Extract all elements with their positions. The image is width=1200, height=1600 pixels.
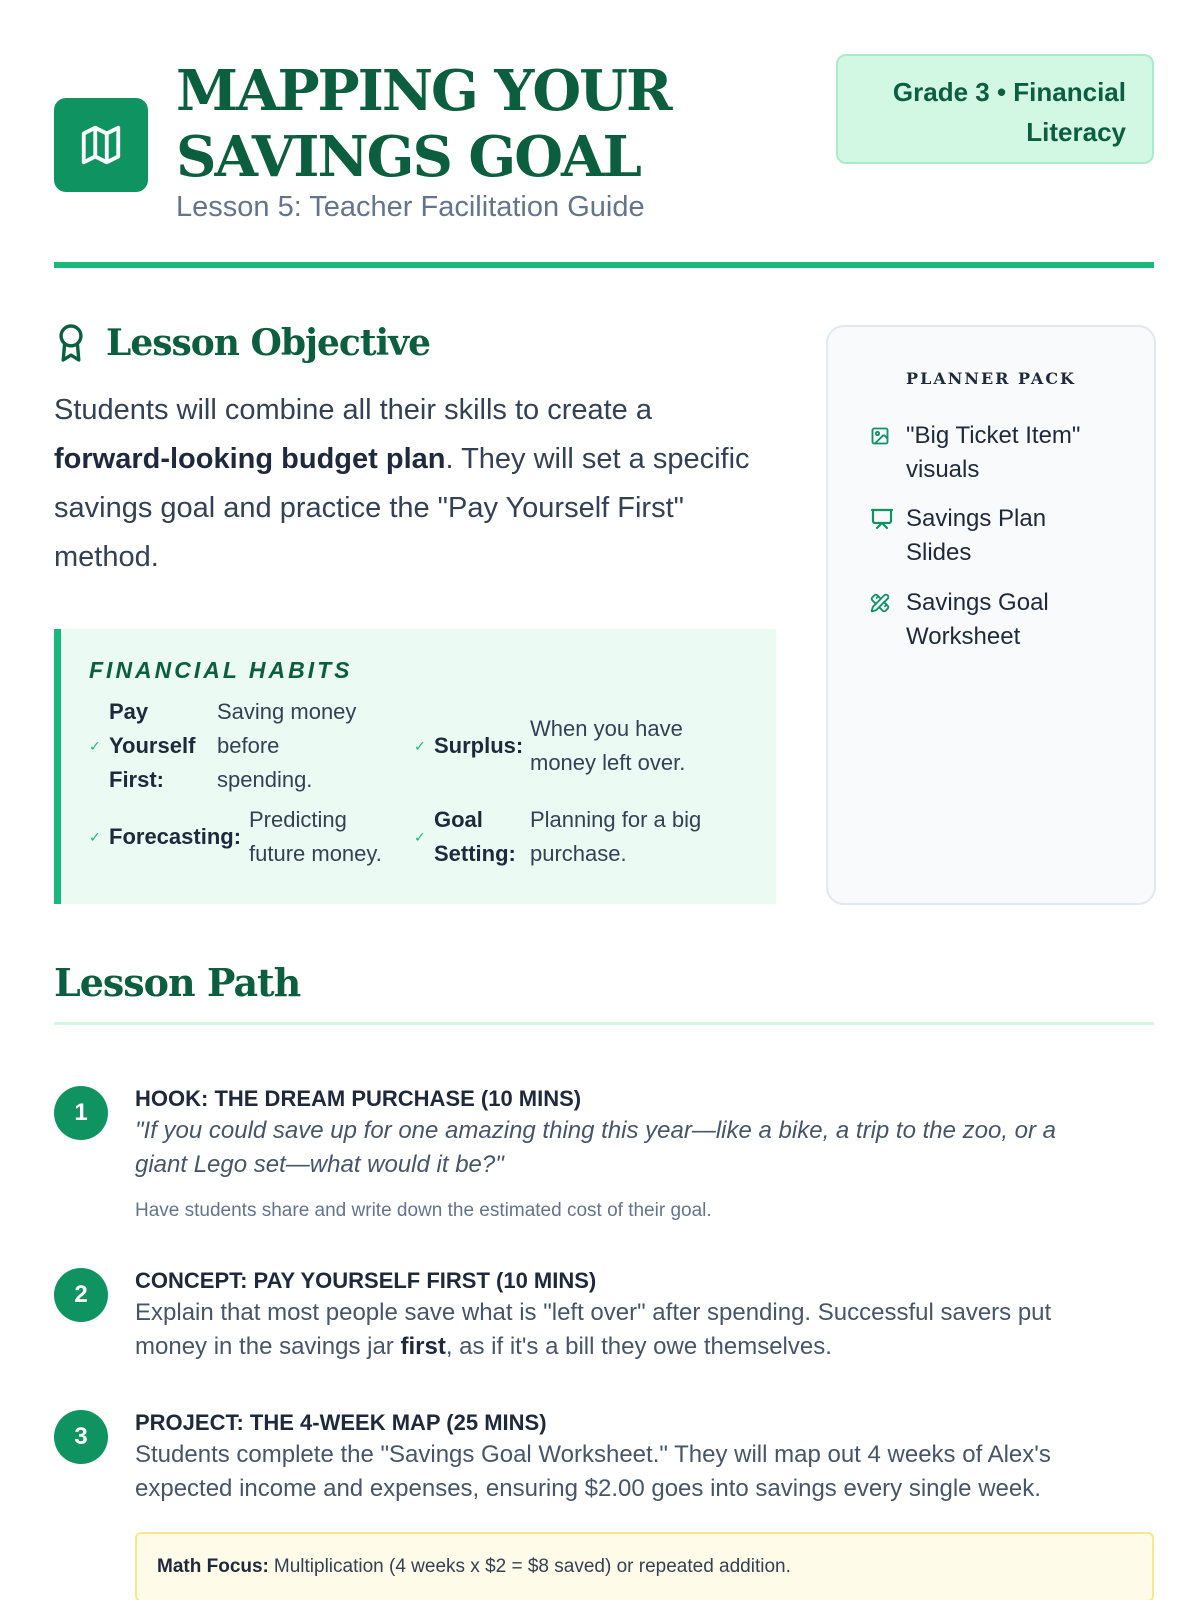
step-text-start: money in the savings jar bbox=[135, 1333, 401, 1360]
habits-title: FINANCIAL HABITS bbox=[89, 657, 353, 683]
planner-item-line: "Big Ticket Item" bbox=[906, 422, 1081, 449]
grade-badge bbox=[836, 54, 1154, 164]
planner-item[interactable] bbox=[870, 419, 1080, 487]
habit-def-line: money left over. bbox=[530, 750, 686, 775]
habit-def-line: Predicting bbox=[249, 807, 347, 832]
step-number-badge: 1 bbox=[54, 1086, 108, 1140]
math-focus-callout bbox=[135, 1532, 1154, 1600]
check-icon: ✓ bbox=[414, 738, 426, 754]
habit-term bbox=[434, 729, 530, 763]
planner-item-line: Savings Plan bbox=[906, 505, 1047, 532]
habit-term-line: First: bbox=[109, 767, 164, 792]
objective-text bbox=[54, 386, 754, 582]
step-content bbox=[135, 1266, 1154, 1364]
step-text-line: Students complete the "Savings Goal Worksheet." They will map out 4 weeks of Alex's bbox=[135, 1441, 1051, 1468]
planner-pack-card bbox=[826, 325, 1156, 905]
habit-item bbox=[89, 695, 356, 797]
objective-text-start: Students will combine all their skills to create a bbox=[54, 394, 652, 426]
step-number-badge: 3 bbox=[54, 1410, 108, 1464]
habit-term-line: Setting: bbox=[434, 841, 516, 866]
habit-term-line: Yourself bbox=[109, 733, 196, 758]
habit-item bbox=[89, 803, 382, 871]
habit-definition bbox=[217, 695, 356, 797]
logo-badge bbox=[54, 98, 148, 192]
image-icon bbox=[870, 419, 894, 453]
step-heading: PROJECT: THE 4-WEEK MAP (25 MINS) bbox=[135, 1410, 547, 1435]
objective-heading-row bbox=[54, 322, 774, 364]
step-heading: CONCEPT: PAY YOURSELF FIRST (10 MINS) bbox=[135, 1268, 597, 1293]
planner-item-line: Worksheet bbox=[906, 623, 1021, 650]
habit-def-line: before bbox=[217, 733, 280, 758]
grade-badge-line-1: Grade 3 • Financial bbox=[892, 77, 1126, 107]
page-title bbox=[176, 58, 671, 190]
lesson-path-heading: Lesson Path bbox=[54, 960, 301, 1005]
planner-item-line: Slides bbox=[906, 539, 972, 566]
check-icon: ✓ bbox=[414, 829, 426, 845]
habit-term-line: Surplus: bbox=[434, 733, 524, 758]
title-line-2: SAVINGS GOAL bbox=[176, 124, 640, 190]
header-divider bbox=[54, 262, 1154, 268]
map-icon bbox=[78, 122, 124, 168]
planner-item-label bbox=[906, 586, 1049, 654]
grade-badge-line-2: Literacy bbox=[1026, 117, 1126, 147]
math-focus-text: Multiplication (4 weeks x $2 = $8 saved) or repeated addition. bbox=[273, 1556, 791, 1577]
step-text-line: expected income and expenses, ensuring $2.00 goes into savings every single week. bbox=[135, 1475, 1041, 1502]
planner-item-label bbox=[906, 502, 1046, 570]
objective-heading: Lesson Objective bbox=[106, 322, 430, 364]
step-note: Have students share and write down the estimated cost of their goal. bbox=[135, 1200, 712, 1221]
habit-definition bbox=[249, 803, 382, 871]
habit-def-line: spending. bbox=[217, 767, 313, 792]
habit-def-line: Saving money bbox=[217, 699, 357, 724]
lesson-step bbox=[54, 1410, 1154, 1590]
step-text-line bbox=[135, 1330, 1154, 1364]
planner-item[interactable] bbox=[870, 502, 1046, 570]
habit-def-line: purchase. bbox=[530, 841, 627, 866]
award-ribbon-icon bbox=[54, 323, 88, 363]
habit-def-line: Planning for a big bbox=[530, 807, 702, 832]
step-quote-line: giant Lego set—what would it be?" bbox=[135, 1151, 504, 1178]
check-icon: ✓ bbox=[89, 829, 101, 845]
lesson-objective-section bbox=[54, 322, 774, 582]
habit-term bbox=[434, 803, 530, 871]
step-content bbox=[135, 1408, 1154, 1600]
planner-title: PLANNER PACK bbox=[906, 369, 1076, 388]
step-number-badge: 2 bbox=[54, 1268, 108, 1322]
objective-text-bold: forward-looking budget plan bbox=[54, 443, 446, 475]
habit-definition bbox=[530, 712, 685, 780]
lesson-step bbox=[54, 1268, 1154, 1368]
page-subtitle: Lesson 5: Teacher Facilitation Guide bbox=[176, 191, 645, 223]
habit-term-line: Forecasting: bbox=[109, 824, 242, 849]
step-text-end: , as if it's a bill they owe themselves. bbox=[445, 1333, 832, 1360]
step-text-bold: first bbox=[400, 1333, 446, 1360]
planner-item[interactable] bbox=[870, 586, 1049, 654]
page-header bbox=[54, 54, 1154, 269]
objective-text-end: . They will set a specific savings goal and practice the "Pay Yourself First" method. bbox=[54, 443, 750, 573]
habit-term bbox=[109, 820, 249, 854]
planner-item-line: visuals bbox=[906, 456, 980, 483]
lesson-step bbox=[54, 1086, 1154, 1226]
planner-item-label bbox=[906, 419, 1080, 487]
habit-term-line: Goal bbox=[434, 807, 483, 832]
habit-term-line: Pay bbox=[109, 699, 149, 724]
planner-item-line: Savings Goal bbox=[906, 589, 1049, 616]
habit-term bbox=[109, 695, 217, 797]
habit-item bbox=[414, 712, 685, 780]
math-focus-label: Math Focus: bbox=[157, 1556, 269, 1577]
lesson-path-divider bbox=[54, 1022, 1154, 1025]
habit-def-line: future money. bbox=[249, 841, 382, 866]
presentation-icon bbox=[870, 502, 894, 536]
step-quote-line: "If you could save up for one amazing thing this year—like a bike, a trip to the zoo, or a bbox=[135, 1117, 1057, 1144]
financial-habits-box bbox=[54, 629, 776, 904]
habit-definition bbox=[530, 803, 701, 871]
pencil-ruler-icon bbox=[870, 586, 894, 620]
title-line-1: MAPPING YOUR bbox=[176, 58, 671, 124]
step-text-line: Explain that most people save what is "left over" after spending. Successful savers put bbox=[135, 1299, 1052, 1326]
step-content bbox=[135, 1084, 1154, 1222]
habit-item bbox=[414, 803, 701, 871]
step-heading: HOOK: THE DREAM PURCHASE (10 MINS) bbox=[135, 1086, 582, 1111]
check-icon: ✓ bbox=[89, 738, 101, 754]
habit-def-line: When you have bbox=[530, 716, 683, 741]
